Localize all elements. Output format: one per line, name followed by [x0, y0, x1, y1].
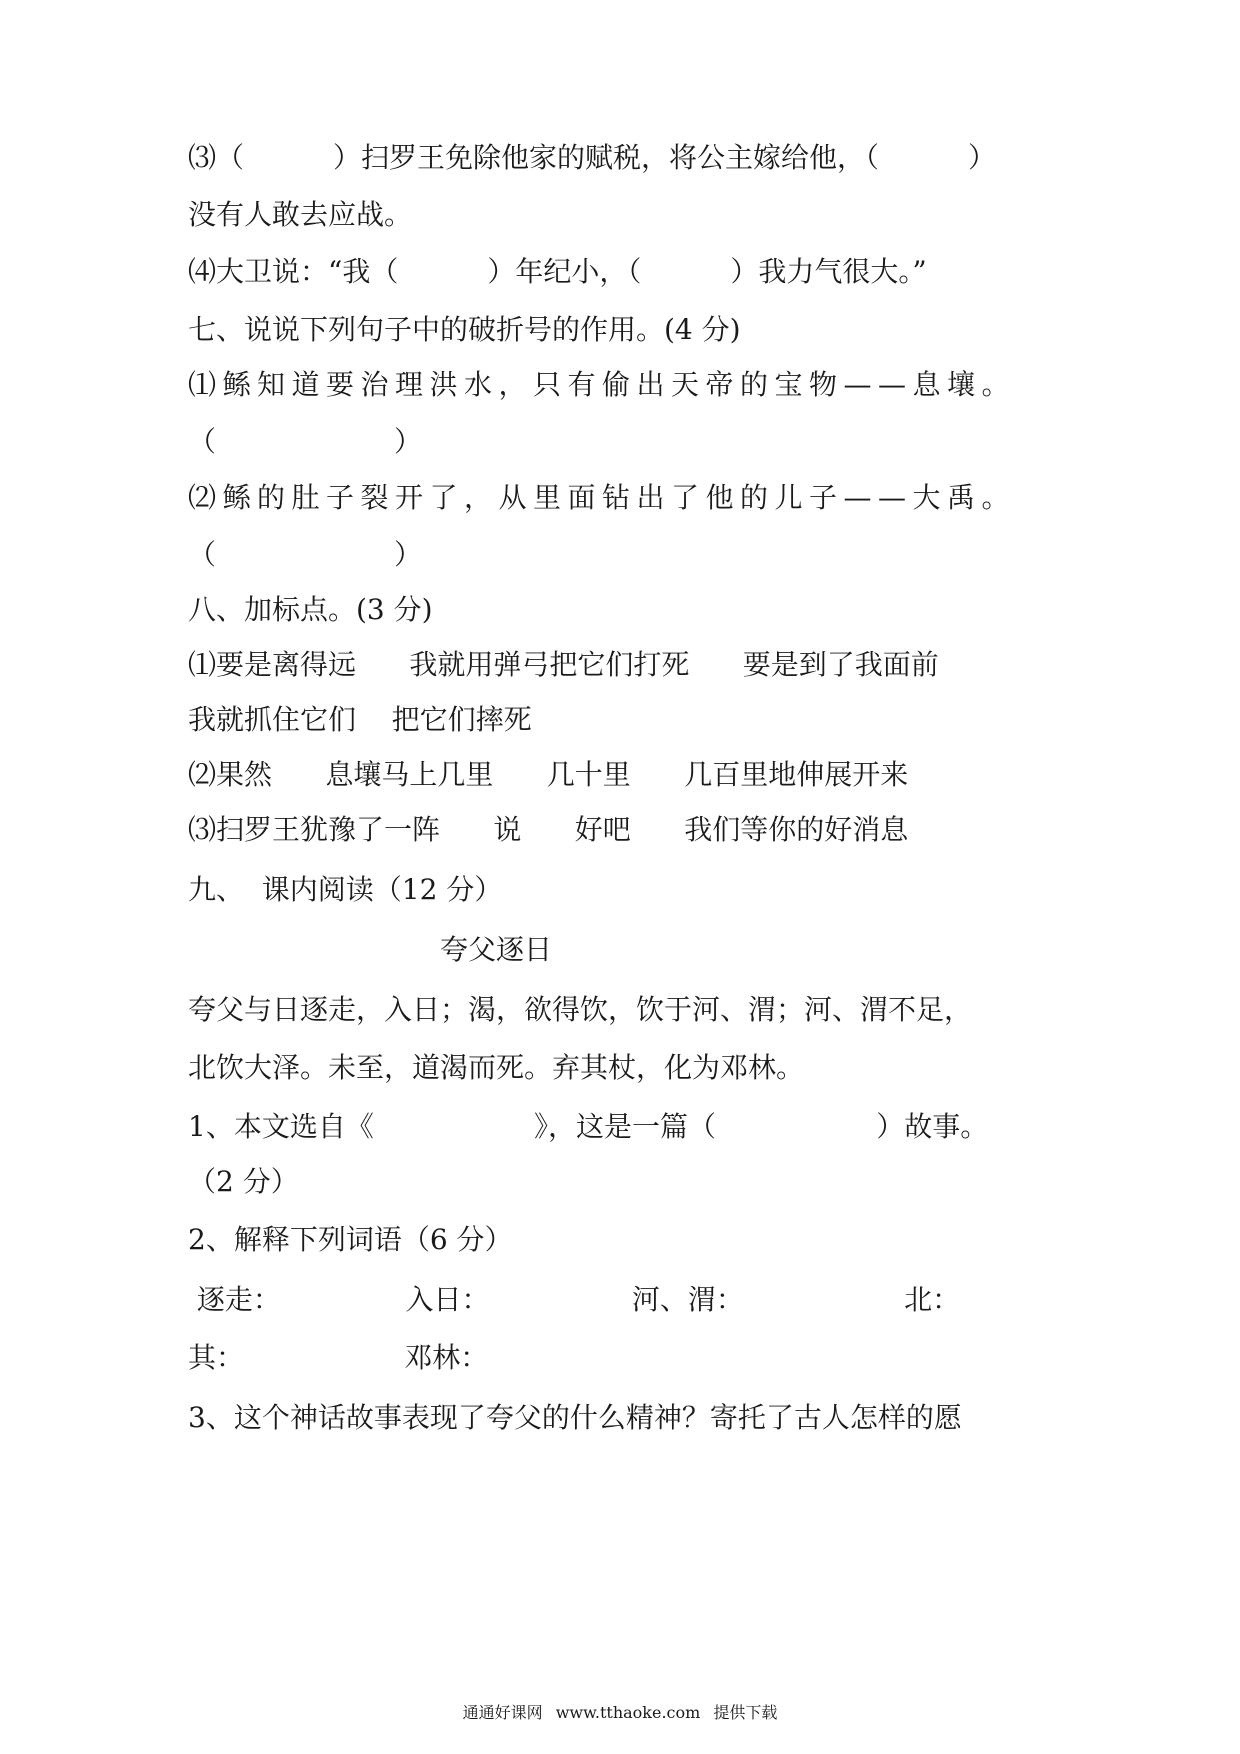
footer-note: 提供下载: [713, 1703, 778, 1722]
passage-title: 夸父逐日: [440, 933, 553, 966]
q6-sentence-4: ⑷大卫说：“我（ ）年纪小，（ ）我力气很大。”: [188, 255, 927, 288]
q9-question-2-words-1: 逐走： 入日： 河、渭： 北：: [188, 1283, 961, 1316]
q8-sentence-3: ⑶扫罗王犹豫了一阵 说 好吧 我们等你的好消息: [188, 813, 909, 846]
q9-question-2: 2、解释下列词语（6 分）: [188, 1223, 513, 1256]
q9-question-1: 1、本文选自《 》，这是一篇（ ）故事。: [188, 1110, 989, 1143]
page-footer: [0, 1700, 1240, 1723]
footer-site-name: 通通好课网: [462, 1703, 543, 1722]
q8-sentence-1-line-1: ⑴要是离得远 我就用弹弓把它们打死 要是到了我面前: [188, 648, 939, 681]
q8-sentence-1-line-2: 我就抓住它们 把它们摔死: [188, 703, 532, 736]
q7-sentence-2: ⑵鲧的肚子裂开了，从里面钻出了他的儿子——大禹。: [188, 481, 1017, 514]
passage-line-1: 夸父与日逐走，入日；渴，欲得饮，饮于河、渭；河、渭不足，: [188, 993, 973, 1026]
q7-answer-blank-2: （ ）: [188, 538, 423, 571]
q6-sentence-3-line-2: 没有人敢去应战。: [188, 198, 413, 231]
q6-sentence-3-line-1: ⑶（ ）扫罗王免除他家的赋税，将公主嫁给他，（ ）: [188, 141, 997, 174]
footer-url[interactable]: www.tthaoke.com: [555, 1703, 701, 1722]
q9-title: 九、 课内阅读（12 分）: [188, 873, 503, 906]
q8-title: 八、加标点。(3 分): [188, 593, 433, 626]
q7-answer-blank-1: （ ）: [188, 425, 423, 458]
q9-question-2-words-2: 其： 邓林：: [188, 1341, 489, 1374]
q9-question-1-score: （2 分）: [188, 1165, 299, 1198]
q7-title: 七、说说下列句子中的破折号的作用。(4 分): [188, 313, 741, 346]
q9-question-3: 3、这个神话故事表现了夸父的什么精神？寄托了古人怎样的愿: [188, 1401, 962, 1434]
q7-sentence-1: ⑴鲧知道要治理洪水，只有偷出天帝的宝物——息壤。: [188, 368, 1017, 401]
passage-line-2: 北饮大泽。未至，道渴而死。弃其杖，化为邓林。: [188, 1051, 805, 1084]
q8-sentence-2: ⑵果然 息壤马上几里 几十里 几百里地伸展开来: [188, 758, 909, 791]
